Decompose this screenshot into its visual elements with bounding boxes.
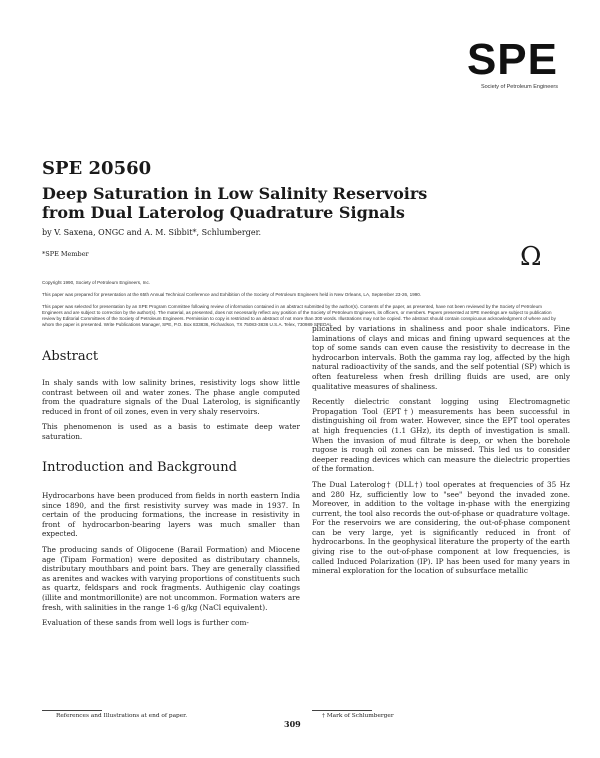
paper-number: SPE 20560 [42, 158, 152, 179]
abstract-paragraph-1: In shaly sands with low salinity brines, resistivity logs show little contrast between oil and water zones. The phase angle computed from the quadrature signals of the Dual Laterolog, is significantly reduced in front of oil zones, even in very shaly reservoirs. [42, 378, 300, 416]
right-column [312, 324, 570, 582]
spe-logo [418, 35, 558, 90]
footnote-references: References and Illustrations at end of paper. [56, 713, 188, 719]
intro-paragraph-1: Hydrocarbons have been produced from fields in north eastern India since 1890, and the first resistivity survey was made in 1937. In certain of the producing formations, the increase in resistivity in front of hydrocarbon-bearing layers was much smaller than expected. [42, 491, 300, 539]
right-paragraph-2: Recently dielectric constant logging using Electromagnetic Propagation Tool (EPT†) measurements has been successful in distinguishing oil from water. However, since the EPT tool operates at high frequencies (1.1 GHz), its depth of investigation is small. When the invasion of mud filtrate is deep, or when the borehole rugose is rough oil zones can be missed. This led us to consider deeper reading devices which can measure the dielectric properties of the formation. [312, 397, 570, 474]
abstract-body [42, 378, 300, 448]
paper-title-line-1: Deep Saturation in Low Salinity Reservoirs [42, 184, 428, 203]
page-number: 309 [284, 719, 301, 729]
member-note: *SPE Member [42, 250, 89, 258]
paper-title [42, 184, 462, 222]
abstract-paragraph-2: This phenomenon is used as a basis to estimate deep water saturation. [42, 422, 300, 441]
footnote-trademark: † Mark of Schlumberger [322, 713, 394, 719]
paper-title-line-2: from Dual Laterolog Quadrature Signals [42, 203, 405, 222]
intro-paragraph-3: Evaluation of these sands from well logs is further com- [42, 618, 249, 628]
review-notice: This paper was selected for presentation by an SPE Program Committee following review of information contained in an abstract submitted by the author(s). Contents of the paper, as presented, have not been reviewed by the Society of Petroleum Engineers and are subject to correction by the author(s). The material, as presented, does not necessarily reflect any position of the Society of Petroleum Engineers, its officers, or members. Papers presented at SPE meetings are subject to publication review by Editorial Committees of the Society of Petroleum Engineers. Permission to copy is restricted to an abstract of not more than 300 words. Illustrations may not be copied. The abstract should contain conspicuous acknowledgment of where and by whom the paper is presented. Write Publications Manager, SPE, P.O. Box 833836, Richardson, TX 75083-3836 U.S.A. Telex, 730989 SPEDAL. [42, 304, 556, 327]
copyright-line: Copyright 1990, Society of Petroleum Engineers, Inc. [42, 280, 151, 285]
intro-paragraph-2: The producing sands of Oligocene (Barail Formation) and Miocene age (Tipam Formation) were deposited as distributary channels, distributary mouthbars and point bars. They are generally classified as arenites and wackes with varying proportions of constituents such as quartz, feldspars and rock fragments. Authigenic clay coatings (illite and montmorillonite) are not uncommon. Formation waters are fresh, with salinities in the range 1-6 g/kg (NaCl equivalent). [42, 544, 300, 612]
intro-body [42, 491, 300, 634]
omega-symbol: Ω [520, 242, 542, 272]
footnote-rule-left [42, 710, 102, 711]
abstract-heading: Abstract [42, 349, 99, 364]
right-paragraph-3: The Dual Laterolog† (DLL†) tool operates at frequencies of 35 Hz and 280 Hz, sufficiently low to "see" beyond the invaded zone. Moreover, in addition to the voltage in-phase with the energizing current, the tool also records the out-of-phase or quadrature voltage. For the reservoirs we are considering, the out-of-phase component can be very large, yet is significantly reduced in front of hydrocarbons. In the geophysical literature the property of the earth giving rise to the out-of-phase component at low frequencies, is called Induced Polarization (IP). IP has been used for many years in mineral exploration for the location of subsurface metallic [312, 479, 570, 576]
intro-heading: Introduction and Background [42, 460, 237, 475]
conference-line: This paper was prepared for presentation at the 65th Annual Technical Conference and Exhibition of the Society of Petroleum Engineers held in New Orleans, LA, September 23-26, 1990. [42, 292, 422, 297]
right-paragraph-1: plicated by variations in shaliness and poor shale indicators. Fine laminations of clays and micas and fining upward sequences at the top of some sands can even cause the resistivity to decrease in the hydrocarbon intervals. Both the gamma ray log, affected by the high natural radioactivity of the sands, and the self potential (SP) which is often featureless when fresh drilling fluids are used, are only qualitative measures of shaliness. [312, 324, 570, 391]
footnote-rule-right [312, 710, 372, 711]
spe-logo-subtitle: Society of Petroleum Engineers [480, 84, 558, 90]
spe-logo-mark: SPE [466, 35, 558, 84]
authors: by V. Saxena, ONGC and A. M. Sibbit*, Schlumberger. [42, 228, 262, 237]
